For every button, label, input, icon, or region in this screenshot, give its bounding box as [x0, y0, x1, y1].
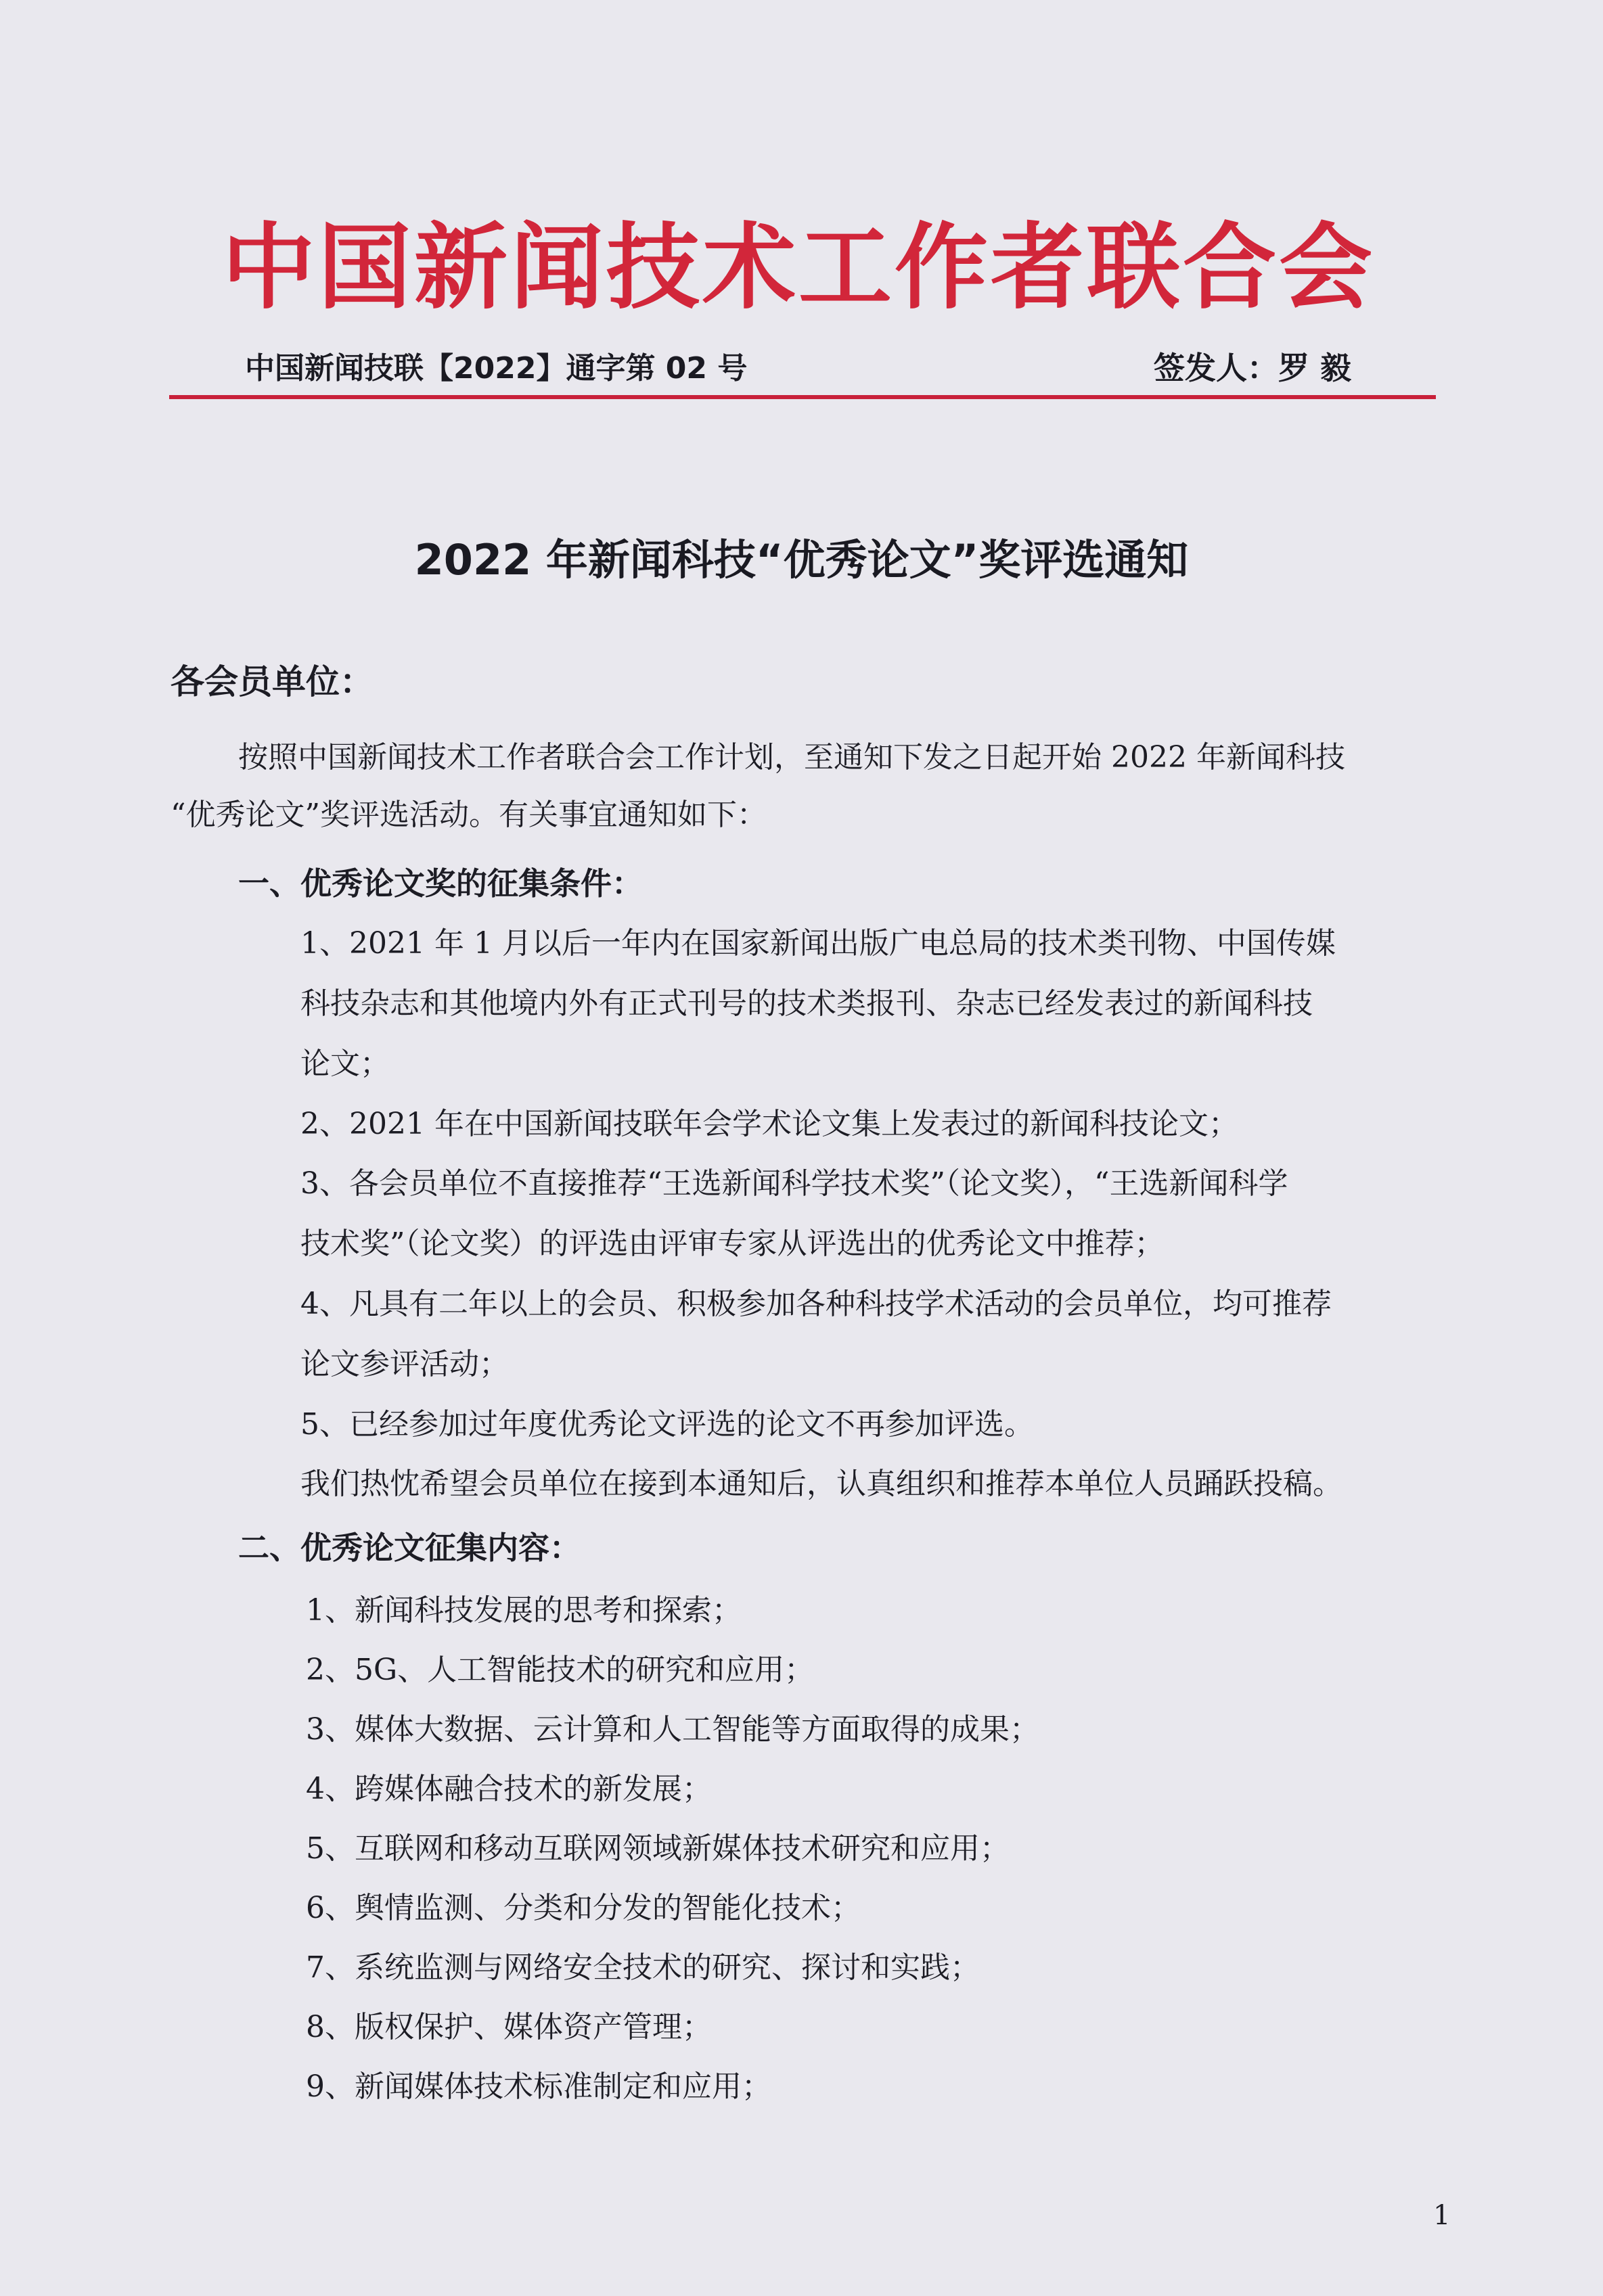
list-item: 2、5G、人工智能技术的研究和应用； [306, 1653, 815, 1687]
intro-line: 按照中国新闻技术工作者联合会工作计划，至通知下发之日起开始 2022 年新闻科技 [238, 740, 1345, 775]
list-item: 9、新闻媒体技术标准制定和应用； [306, 2069, 771, 2104]
issuer-signature-label: 签发人：罗 毅 [1154, 350, 1352, 386]
section-line: 我们热忱希望会员单位在接到本通知后，认真组织和推荐本单位人员踊跃投稿。 [300, 1467, 1342, 1501]
section-line: 论文参评活动； [300, 1347, 509, 1381]
section-line: 4、凡具有二年以上的会员、积极参加各种科技学术活动的会员单位，均可推荐 [300, 1287, 1332, 1321]
list-item: 7、系统监测与网络安全技术的研究、探讨和实践； [306, 1950, 980, 1985]
list-item: 1、新闻科技发展的思考和探索； [306, 1593, 742, 1628]
document-title: 2022 年新闻科技“优秀论文”奖评选通知 [414, 535, 1189, 584]
list-item: 8、版权保护、媒体资产管理； [306, 2010, 712, 2044]
letterhead-red-rule [169, 395, 1436, 399]
section-line: 技术奖”（论文奖）的评选由评审专家从评选出的优秀论文中推荐； [300, 1226, 1165, 1261]
section-heading: 二、优秀论文征集内容： [238, 1530, 581, 1566]
section-line: 2、2021 年在中国新闻技联年会学术论文集上发表过的新闻科技论文； [300, 1107, 1238, 1141]
letterhead-org-name: 中国新闻技术工作者联合会 [221, 213, 1375, 322]
list-item: 3、媒体大数据、云计算和人工智能等方面取得的成果； [306, 1712, 1039, 1747]
section-line: 3、各会员单位不直接推荐“王选新闻科学技术奖”（论文奖），“王选新闻科学 [300, 1166, 1288, 1201]
salutation: 各会员单位： [171, 662, 374, 702]
list-item: 5、互联网和移动互联网领域新媒体技术研究和应用； [306, 1831, 1010, 1866]
list-item: 6、舆情监测、分类和分发的智能化技术； [306, 1891, 861, 1925]
section-line: 1、2021 年 1 月以后一年内在国家新闻出版广电总局的技术类刊物、中国传媒 [300, 926, 1336, 961]
section-line: 论文； [300, 1047, 390, 1081]
list-item: 4、跨媒体融合技术的新发展； [306, 1772, 712, 1806]
section-line: 5、已经参加过年度优秀论文评选的论文不再参加评选。 [300, 1407, 1034, 1442]
section-heading: 一、优秀论文奖的征集条件： [238, 865, 643, 902]
page-number: 1 [1433, 2200, 1451, 2231]
document-number: 中国新闻技联【2022】通字第 02 号 [245, 351, 748, 386]
intro-line: “优秀论文”奖评选活动。有关事宜通知如下： [171, 798, 767, 832]
section-line: 科技杂志和其他境内外有正式刊号的技术类报刊、杂志已经发表过的新闻科技 [300, 986, 1313, 1021]
